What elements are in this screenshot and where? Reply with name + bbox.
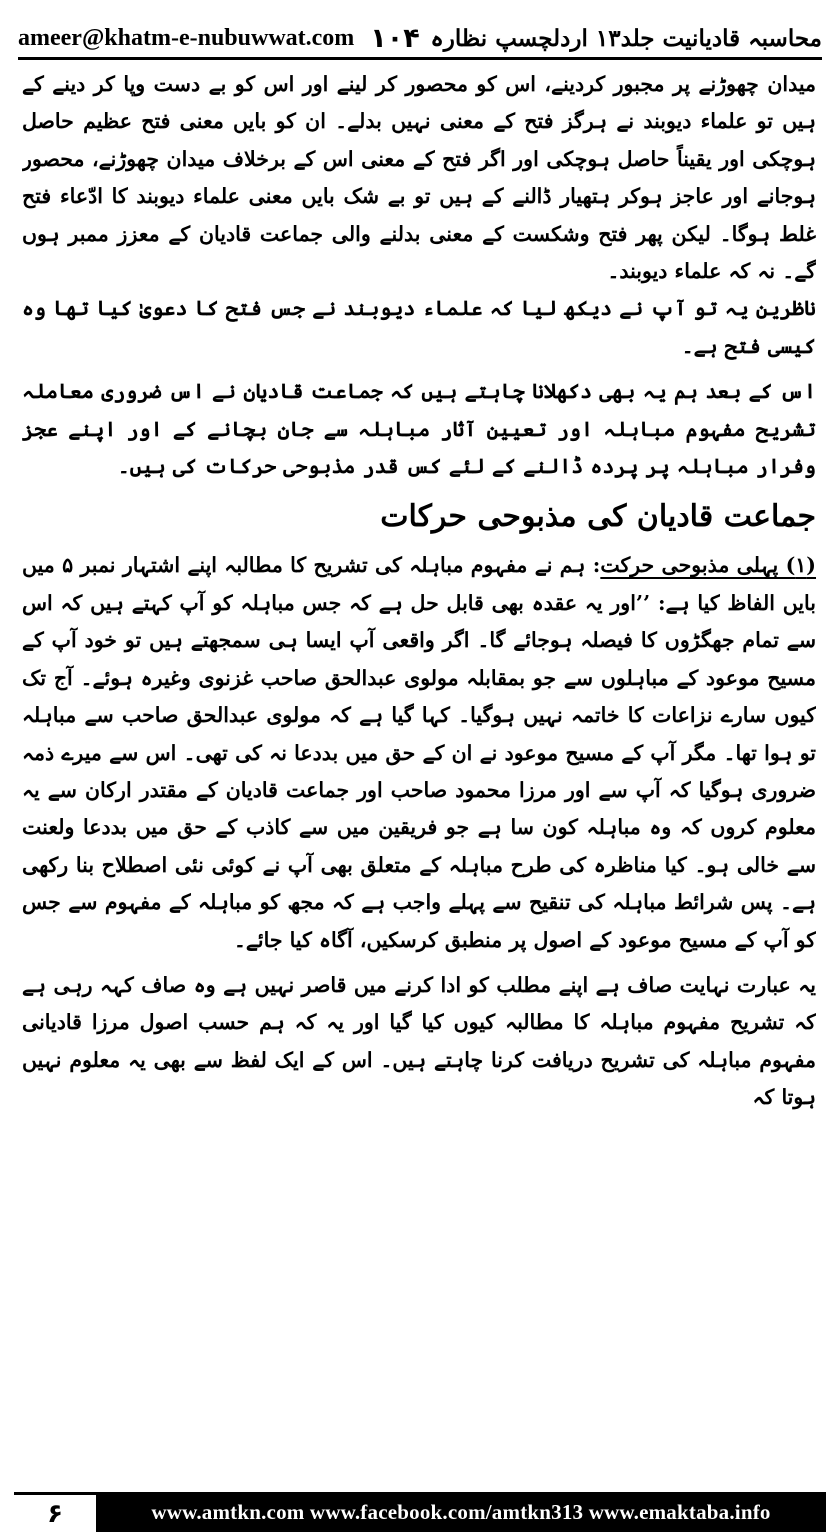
page-header	[18, 8, 822, 56]
header-rule	[18, 57, 822, 60]
paragraph-gap	[22, 959, 816, 967]
footer-page-index: ۶	[47, 1498, 63, 1529]
page-body	[22, 66, 816, 1486]
footer-links-bar	[96, 1492, 826, 1532]
header-page-number: ۱۰۴	[370, 23, 420, 54]
subsection-lead: (۱) پہلی مذبوحی حرکت	[600, 553, 816, 578]
header-email[interactable]: ameer@khatm-e-nubuwwat.com	[18, 25, 355, 51]
paragraph-gap	[22, 365, 816, 373]
paragraph-1: میدان چھوڑنے پر مجبور کردینے، اس کو محصور کر لینے اور اس کو بے دست وپا کر دینے کے ہیں تو علماء دیوبند نے ہرگز فتح کے معنی نہیں بدلے۔ ان کو بایں معنی فتح عظیم حاصل ہوچکی اور یقیناً حاصل ہوچکی اور اگر فتح کے معنی اس کے برخلاف میدان چھوڑنے، محصور ہوجانے اور عاجز ہوکر ہتھیار ڈالنے کے ہیں تو بے شک بایں معنی علماء دیوبند کا ادّعاء فتح غلط ہوگا۔ لیکن پھر فتح وشکست کے معنی بدلنے والی جماعت قادیان کے معزز ممبر ہوں گے۔ نہ کہ علماء دیوبند۔	[22, 72, 816, 284]
header-left	[18, 25, 420, 56]
footer-page-box	[14, 1492, 96, 1532]
page-footer	[14, 1492, 826, 1532]
header-book-title: محاسبہ قادیانیت جلد۱۳ اردلچسپ نظارہ	[430, 25, 822, 52]
paragraph-2: ناظرین یہ تو آپ نے دیکھ لیا کہ علماء دیوبند نے جس فتح کا دعویٰ کیا تھا وہ کیسی فتح ہے۔	[22, 296, 816, 358]
paragraph-5: یہ عبارت نہایت صاف ہے اپنے مطلب کو ادا کرنے میں قاصر نہیں ہے وہ صاف کہہ رہی ہے کہ تشریح مفہوم مباہلہ کا مطالبہ کیوں کیا گیا اور یہ کہ ہم حسب اصول مرزا قادیانی مفہوم مباہلہ کی تشریح دریافت کرنا چاہتے ہیں۔ اس کے ایک لفظ سے بھی یہ معلوم نہیں ہوتا کہ	[22, 972, 816, 1110]
paragraph-4-text: : ہم نے مفہوم مباہلہ کی تشریح کا مطالبہ اپنے اشتہار نمبر ۵ میں بایں الفاظ کیا ہے: ’’اور یہ عقدہ بھی قابل حل ہے کہ جس مباہلہ کو آپ کہتے ہیں کہ اس سے تمام جھگڑوں کا فیصلہ ہوجائے گا۔ اگر واقعی آپ ایسا ہی سمجھتے ہیں تو خود آپ کے مسیح موعود کے مباہلوں سے جو بمقابلہ مولوی عبدالحق صاحب غزنوی وغیرہ ہوئے۔ آج تک کیوں سارے نزاعات کا خاتمہ نہیں ہوگیا۔ کہا گیا ہے کہ مولوی عبدالحق صاحب سے مباہلہ تو ہوا تھا۔ مگر آپ کے مسیح موعود نے ان کے حق میں بددعا نہ کی تھی۔ اس سے میرے ذمہ ضروری ہوگیا کہ آپ سے اور مرزا محمود صاحب اور جماعت قادیان کے مقتدر ارکان سے یہ معلوم کروں کہ وہ مباہلہ کون سا ہے جو فریقین میں سے کاذب کے حق میں بددعا ولعنت سے خالی ہو۔ کیا مناظرہ کی طرح مباہلہ کے متعلق بھی آپ نے کوئی نئی اصطلاح بنا رکھی ہے۔ پس شرائط مباہلہ کی تنقیح سے پہلے واجب ہے کہ مجھ کو مباہلہ کے مفہوم سے جس کو آپ کے مسیح موعود کے اصول پر منطبق کرسکیں، آگاہ کیا جائے۔	[22, 553, 816, 952]
paragraph-4	[22, 547, 816, 958]
footer-links[interactable]: www.amtkn.com www.facebook.com/amtkn313 www.emaktaba.info	[151, 1499, 771, 1524]
paragraph-3: اس کے بعد ہم یہ بھی دکھلانا چاہتے ہیں کہ جماعت قادیان نے اس ضروری معاملہ تشریح مفہوم مباہلہ اور تعیین آثار مباہلہ سے جان بچانے کے اور اپنے عجز وفرار مباہلہ پر پردہ ڈالنے کے لئے کس قدر مذبوحی حرکات کی ہیں۔	[22, 379, 816, 479]
section-heading: جماعت قادیان کی مذبوحی حرکات	[380, 499, 816, 535]
